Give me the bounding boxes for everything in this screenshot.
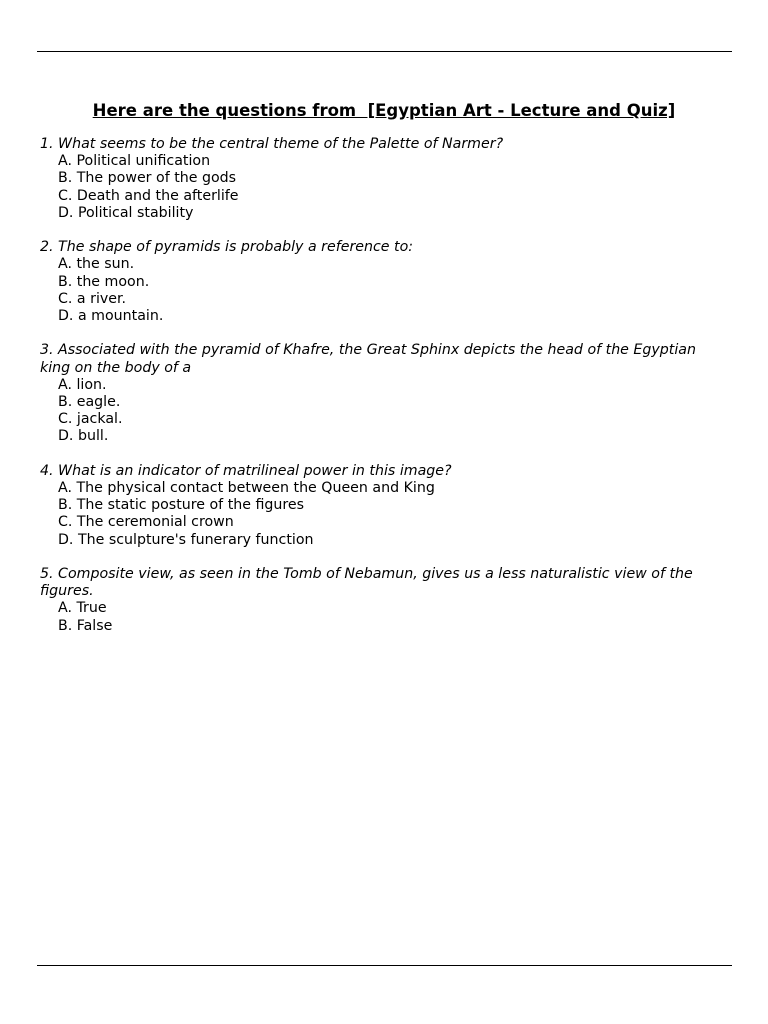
answer-option-a: A. True <box>58 600 107 617</box>
page-title: Here are the questions from [Egyptian Art - Lecture and Quiz] <box>92 101 676 120</box>
answer-option-d: D. Political stability <box>58 204 194 221</box>
answer-option-c: C. Death and the afterlife <box>58 187 239 204</box>
answer-option-a: A. the sun. <box>58 256 135 273</box>
answer-option-c: C. a river. <box>58 290 127 307</box>
answer-options <box>40 480 730 549</box>
answer-option-b: B. False <box>58 617 113 634</box>
answer-option-d: D. The sculpture's funerary function <box>58 531 314 548</box>
answer-options <box>40 256 730 325</box>
answer-option-b: B. the moon. <box>58 273 150 290</box>
answer-option-b: B. The power of the gods <box>58 170 237 187</box>
answer-option-d: D. a mountain. <box>58 308 164 325</box>
answer-option-a: A. Political unification <box>58 153 211 170</box>
answer-options <box>40 377 730 446</box>
question-text: 5. Composite view, as seen in the Tomb of Nebamun, gives us a less naturalistic view of the figures. <box>40 566 693 600</box>
question-3 <box>40 342 730 445</box>
footer-rule <box>37 965 732 966</box>
question-text: 3. Associated with the pyramid of Khafre, the Great Sphinx depicts the head of the Egyptian king on the body of a <box>40 342 696 376</box>
question-2 <box>40 239 730 325</box>
question-text: 1. What seems to be the central theme of the Palette of Narmer? <box>40 136 504 152</box>
answer-options <box>40 153 730 222</box>
question-1 <box>40 136 730 222</box>
answer-option-d: D. bull. <box>58 428 109 445</box>
answer-option-b: B. The static posture of the figures <box>58 497 305 514</box>
question-4 <box>40 463 730 549</box>
answer-options <box>40 600 730 634</box>
answer-option-b: B. eagle. <box>58 394 121 411</box>
answer-option-a: A. lion. <box>58 376 107 393</box>
answer-option-a: A. The physical contact between the Queen and King <box>58 480 435 497</box>
answer-option-c: C. jackal. <box>58 411 123 428</box>
question-5 <box>40 566 730 635</box>
question-text: 2. The shape of pyramids is probably a reference to: <box>40 239 414 256</box>
question-text: 4. What is an indicator of matrilineal power in this image? <box>40 462 452 479</box>
question-list <box>40 136 730 652</box>
answer-option-c: C. The ceremonial crown <box>58 514 234 531</box>
header-rule <box>37 51 732 52</box>
